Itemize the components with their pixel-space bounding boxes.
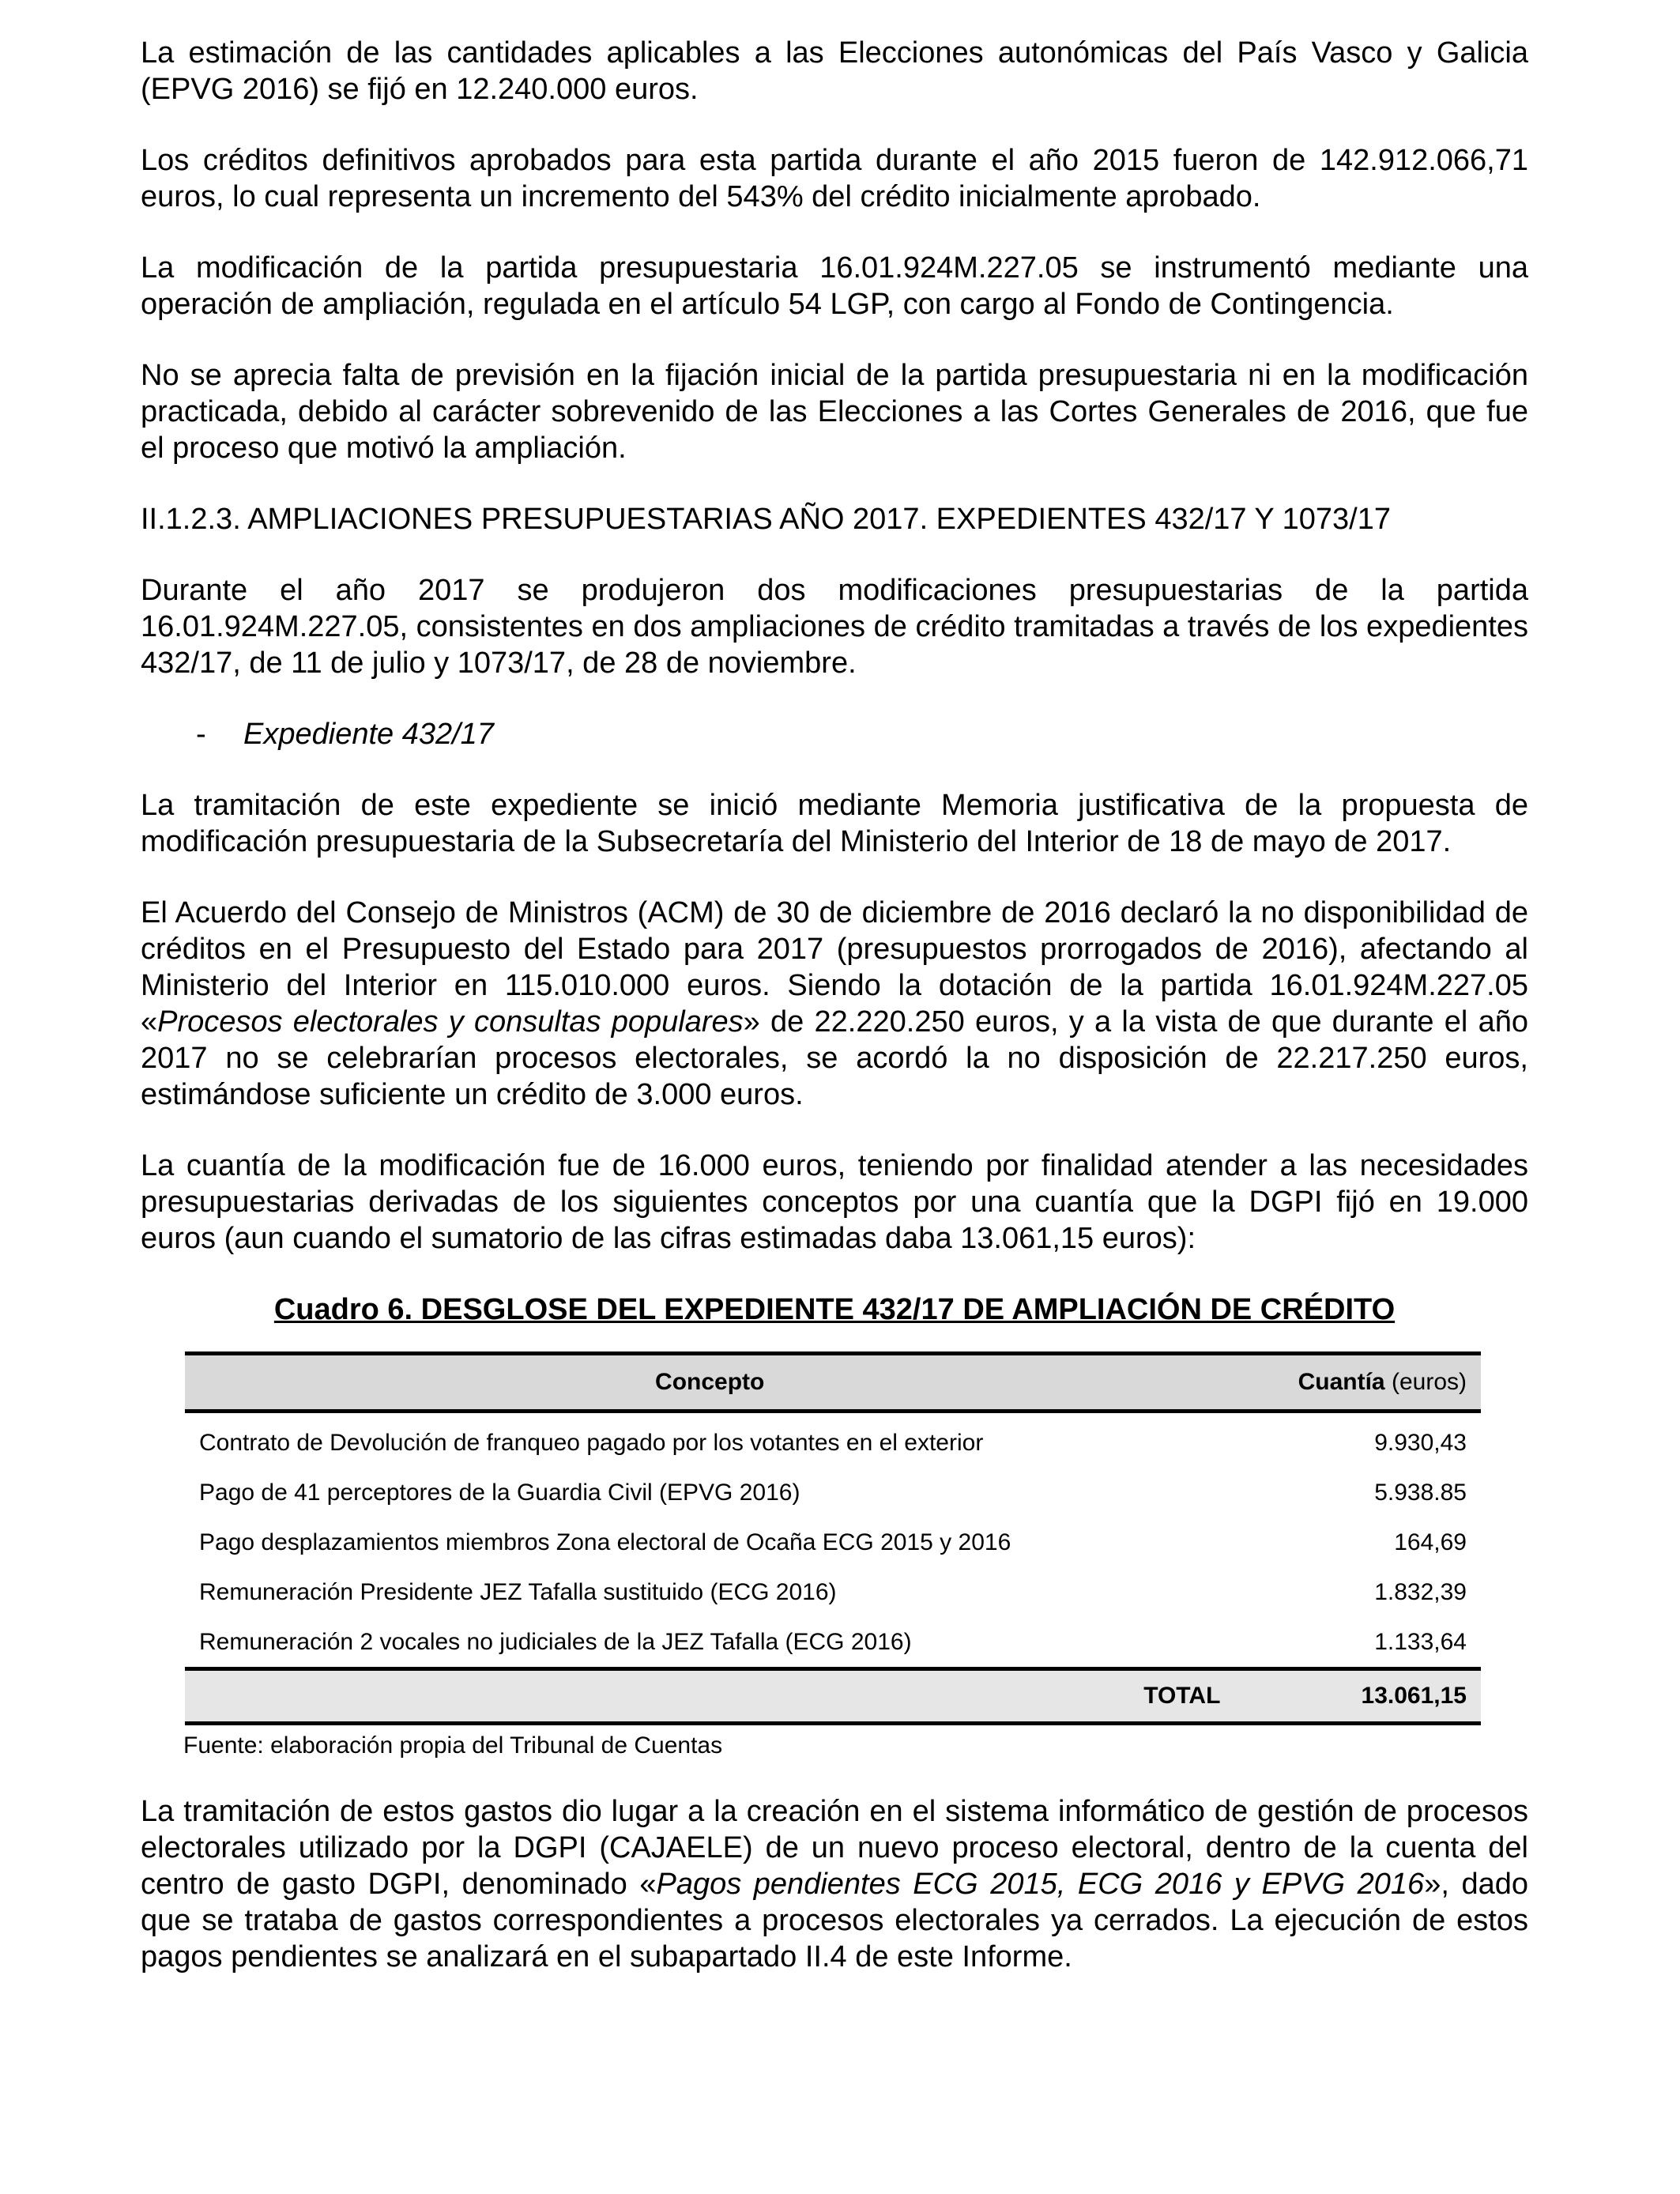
row-amount: 1.133,64: [1374, 1628, 1467, 1655]
header-amount-unit: (euros): [1391, 1369, 1467, 1395]
table-source-note: Fuente: elaboración propia del Tribunal de Cuentas: [183, 1732, 723, 1759]
header-amount: [1234, 1354, 1481, 1412]
paragraph-modificacion-partida: La modificación de la partida presupuestaria 16.01.924M.227.05 se instrumentó mediante una operación de ampliación, regulada en el artículo 54 LGP, con cargo al Fondo de Contingencia.: [141, 251, 1528, 321]
acuerdo-italic-title: Procesos electorales y consultas populares: [157, 1005, 744, 1039]
row-concept: Pago de 41 perceptores de la Guardia Civil (EPVG 2016): [199, 1479, 800, 1506]
breakdown-table: [185, 1351, 1481, 1725]
table-row: [185, 1617, 1481, 1669]
bullet-expediente-label: Expediente 432/17: [243, 718, 494, 751]
table-row: [185, 1517, 1481, 1567]
table-total-row: [185, 1669, 1481, 1724]
paragraph-creditos-definitivos: Los créditos definitivos aprobados para esta partida durante el año 2015 fueron de 142.912.066,71 euros, lo cual representa un incremento del 543% del crédito inicialmente aprobado.: [141, 144, 1528, 213]
final-italic-title: Pagos pendientes ECG 2015, ECG 2016 y EPVG 2016: [656, 1868, 1425, 1901]
paragraph-section-intro: Durante el año 2017 se produjeron dos modificaciones presupuestarias de la partida 16.01.924M.227.05, consistentes en dos ampliaciones de crédito tramitadas a través de los expedientes 432/17, de 11 de julio y 1073/17, de 28 de noviembre.: [141, 574, 1528, 680]
acuerdo-text-1: El Acuerdo del Consejo de Ministros (ACM) de 30 de diciembre de 2016 declaró la no disponibilidad de créditos en el Presupuesto del Estado para 2017 (presupuestos prorrogados de 2016), afectando al Ministerio del Interior en 115.010.000 euros. Siendo la dotación de la partida 16.01.924M.227.05 «: [141, 896, 1528, 1039]
row-concept: Pago desplazamientos miembros Zona electoral de Ocaña ECG 2015 y 2016: [199, 1529, 1011, 1555]
bullet-expediente: [141, 716, 1528, 752]
row-concept: Contrato de Devolución de franqueo pagado por los votantes en el exterior: [199, 1429, 984, 1456]
paragraph-estimacion-epvg: La estimación de las cantidades aplicables a las Elecciones autonómicas del País Vasco y Galicia (EPVG 2016) se fijó en 12.240.000 euros.: [141, 36, 1528, 106]
final-text-2: », dado que se trataba de gastos correspondientes a procesos electorales ya cerrados. La ejecución de estos pagos pendientes se analizará en el subapartado II.4 de este Informe.: [141, 1868, 1528, 1973]
row-concept: Remuneración 2 vocales no judiciales de la JEZ Tafalla (ECG 2016): [199, 1628, 912, 1655]
paragraph-acuerdo-consejo: [141, 895, 1528, 1113]
row-amount: 9.930,43: [1374, 1429, 1467, 1456]
table-row: [185, 1468, 1481, 1517]
table-container: [185, 1351, 1481, 1725]
document-page: [141, 35, 1528, 2010]
bullet-dash: -: [196, 718, 206, 751]
header-concept: Concepto: [185, 1354, 1234, 1412]
row-amount: 1.832,39: [1374, 1578, 1467, 1605]
table-row: [185, 1412, 1481, 1468]
total-label: TOTAL: [185, 1669, 1234, 1724]
paragraph-cuantia: La cuantía de la modificación fue de 16.000 euros, teniendo por finalidad atender a las necesidades presupuestarias derivadas de los siguientes conceptos por una cuantía que la DGPI fijó en 19.000 euros (aun cuando el sumatorio de las cifras estimadas daba 13.061,15 euros):: [141, 1149, 1528, 1255]
table-title: Cuadro 6. DESGLOSE DEL EXPEDIENTE 432/17 DE AMPLIACIÓN DE CRÉDITO: [273, 1293, 1396, 1326]
paragraph-final: [141, 1793, 1528, 1975]
total-value: 13.061,15: [1234, 1669, 1481, 1724]
header-amount-label: Cuantía: [1298, 1369, 1385, 1395]
paragraph-prevision: No se aprecia falta de previsión en la fijación inicial de la partida presupuestaria ni en la modificación practicada, debido al carácter sobrevenido de las Elecciones a las Cortes Generales de 2016, que fue el proceso que motivó la ampliación.: [141, 359, 1528, 465]
paragraph-tramitacion: La tramitación de este expediente se inició mediante Memoria justificativa de la propuesta de modificación presupuestaria de la Subsecretaría del Ministerio del Interior de 18 de mayo de 2017.: [141, 789, 1528, 858]
row-amount: 5.938.85: [1374, 1479, 1467, 1506]
table-header-row: [185, 1354, 1481, 1412]
final-text-1: La tramitación de estos gastos dio lugar a la creación en el sistema informático de gestión de procesos electorales utilizado por la DGPI (CAJAELE) de un nuevo proceso electoral, dentro de la cuenta del centro de gasto DGPI, denominado «: [141, 1795, 1528, 1901]
acuerdo-text-2: » de 22.220.250 euros, y a la vista de que durante el año 2017 no se celebrarían procesos electorales, se acordó la no disposición de 22.217.250 euros, estimándose suficiente un crédito de 3.000 euros.: [141, 1005, 1528, 1111]
table-row: [185, 1567, 1481, 1617]
row-concept: Remuneración Presidente JEZ Tafalla sustituido (ECG 2016): [199, 1578, 837, 1605]
section-heading: II.1.2.3. AMPLIACIONES PRESUPUESTARIAS AÑO 2017. EXPEDIENTES 432/17 Y 1073/17: [141, 503, 1391, 536]
row-amount: 164,69: [1394, 1529, 1467, 1555]
